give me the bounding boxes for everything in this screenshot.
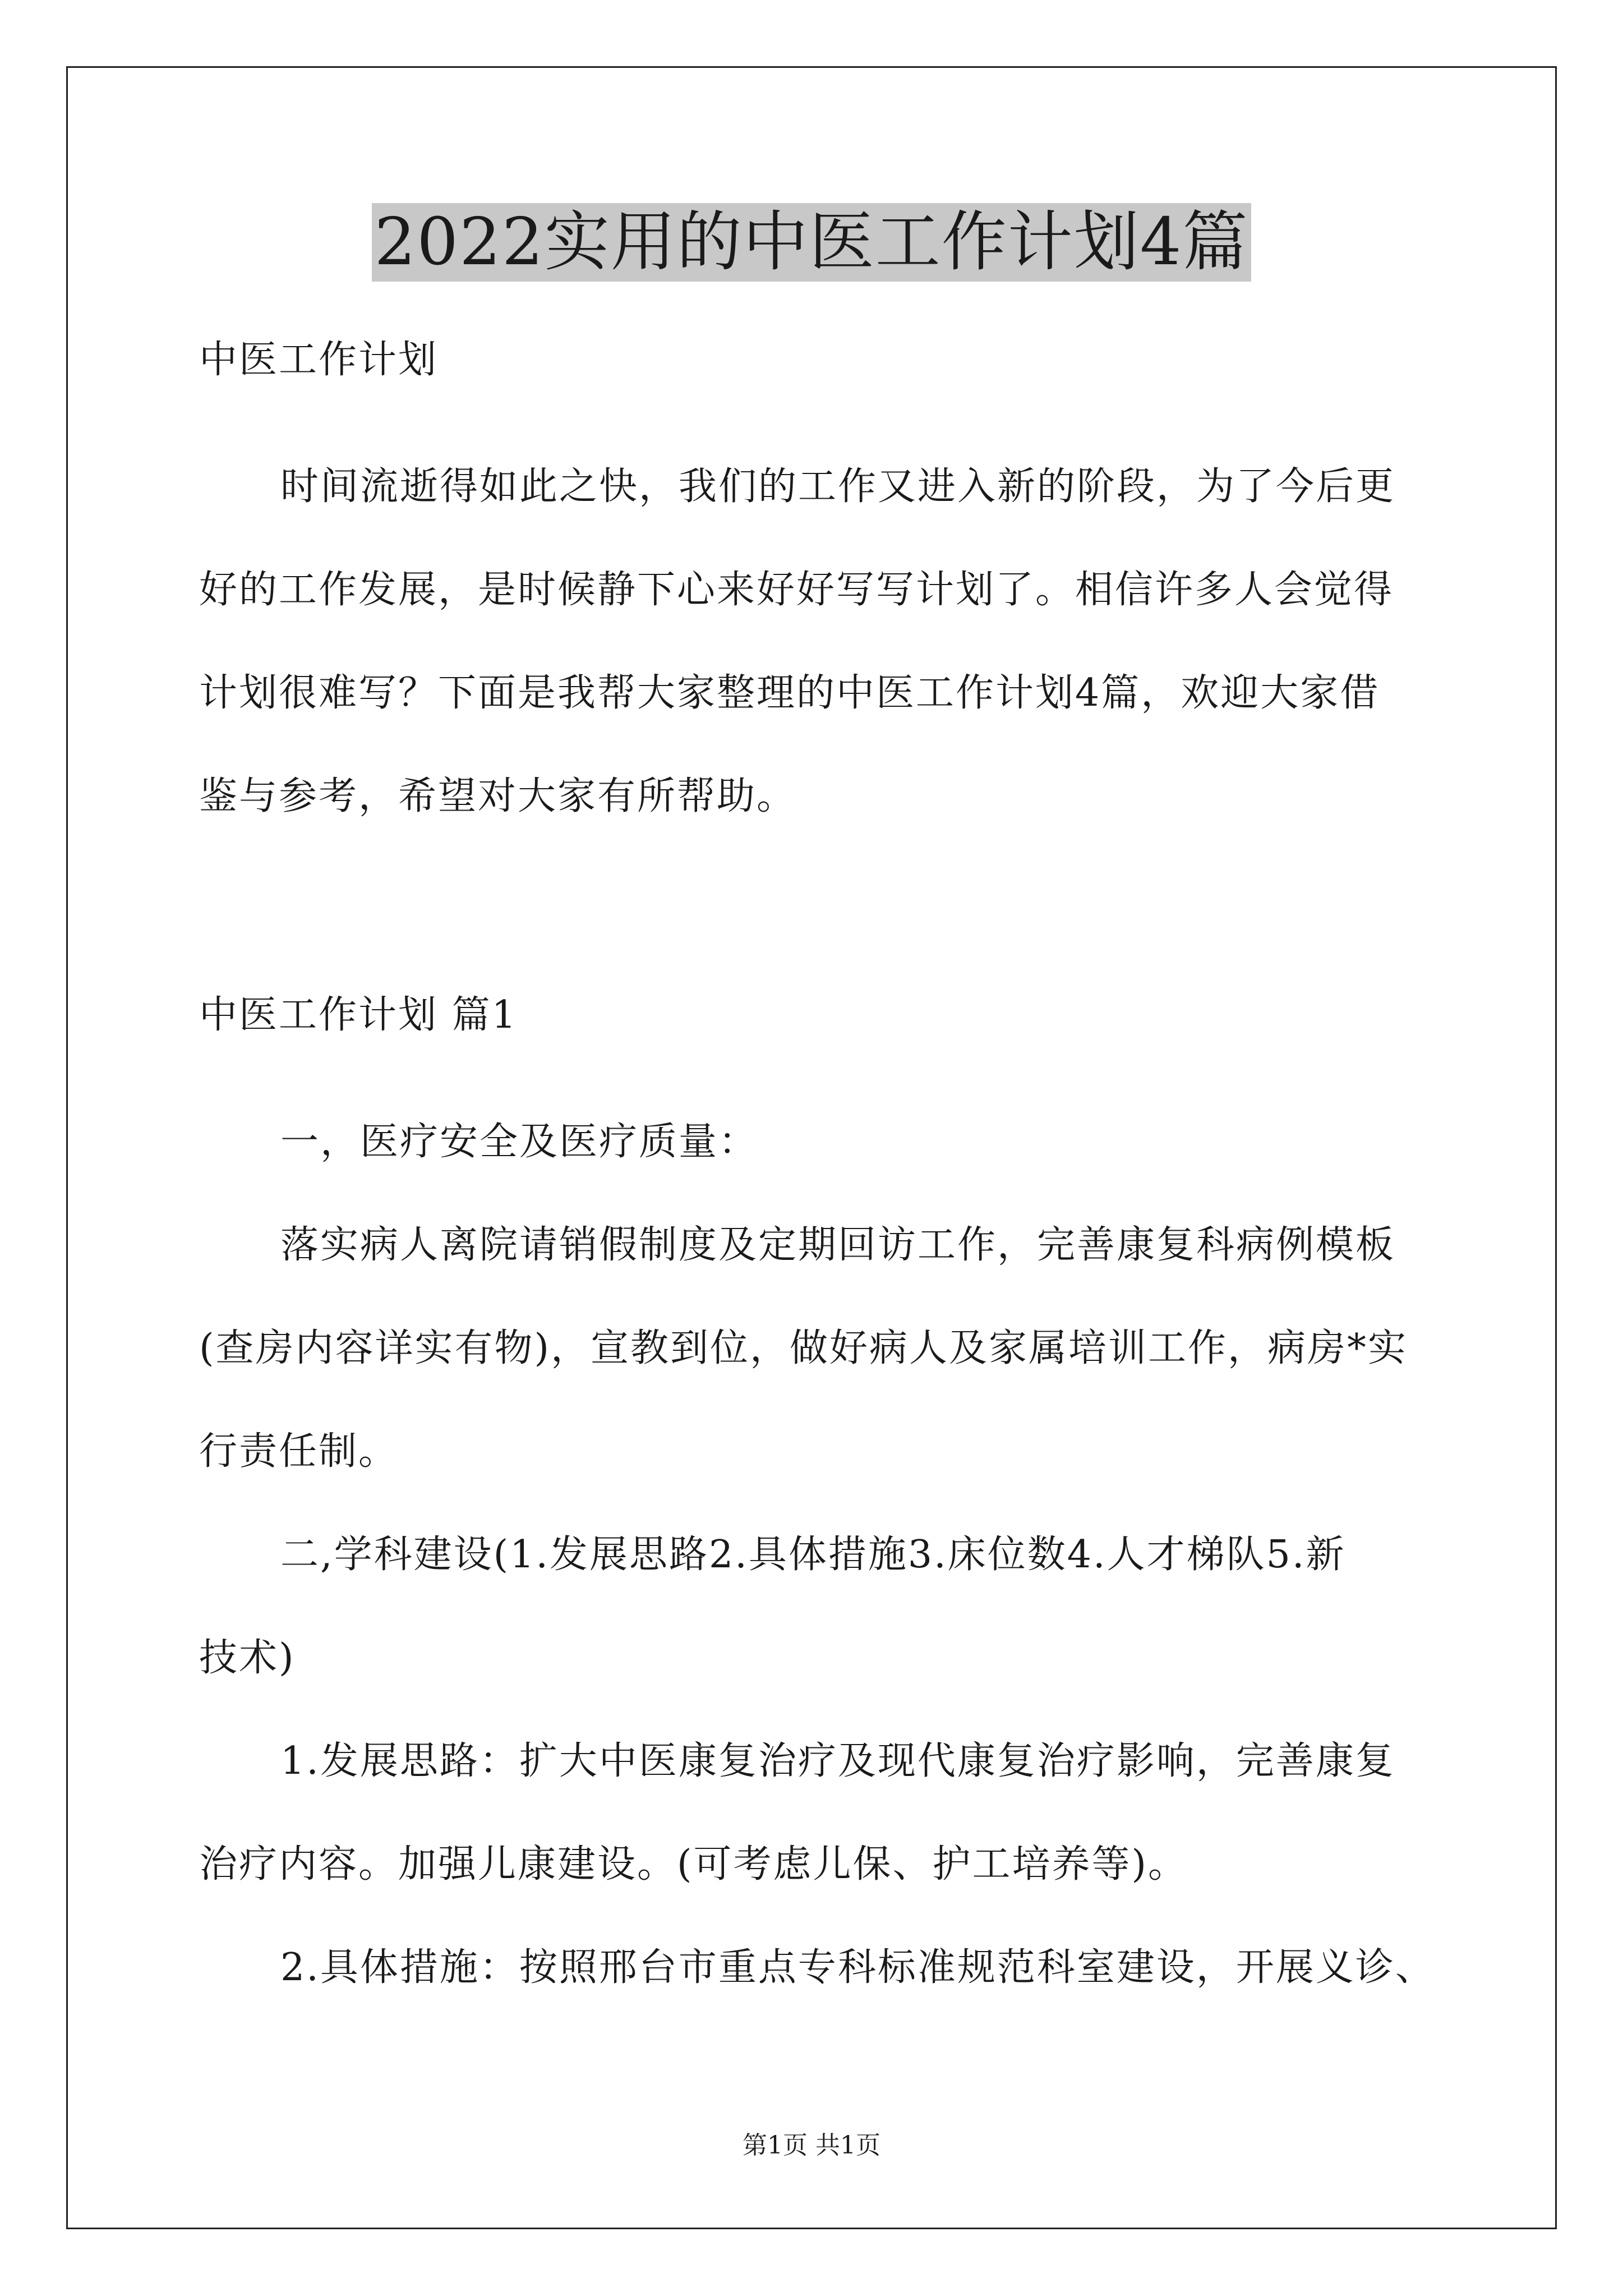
paragraph-line: 一，医疗安全及医疗质量： bbox=[280, 1120, 759, 1164]
paragraph-line: (查房内容详实有物)，宣教到位，做好病人及家属培训工作，病房*实 bbox=[199, 1326, 1408, 1370]
paragraph-line: 鉴与参考，希望对大家有所帮助。 bbox=[199, 774, 797, 818]
paragraph-line: 计划很难写？下面是我帮大家整理的中医工作计划4篇，欢迎大家借 bbox=[199, 671, 1380, 715]
paragraph-line: 落实病人离院请销假制度及定期回访工作，完善康复科病例模板 bbox=[280, 1223, 1396, 1267]
title-container bbox=[0, 203, 1623, 282]
page-number-footer: 第1页 共1页 bbox=[743, 2131, 880, 2160]
section-heading: 中医工作计划 篇1 bbox=[199, 993, 518, 1037]
paragraph-line: 行责任制。 bbox=[199, 1429, 399, 1474]
paragraph-line: 好的工作发展，是时候静下心来好好写写计划了。相信许多人会觉得 bbox=[199, 568, 1394, 612]
paragraph-line: 1.发展思路：扩大中医康复治疗及现代康复治疗影响，完善康复 bbox=[280, 1739, 1395, 1783]
paragraph-line: 二,学科建设(1.发展思路2.具体措施3.床位数4.人才梯队5.新 bbox=[280, 1533, 1346, 1577]
paragraph-line: 技术) bbox=[199, 1636, 296, 1680]
paragraph-line: 治疗内容。加强儿康建设。(可考虑儿保、护工培养等)。 bbox=[199, 1842, 1188, 1887]
section-heading: 中医工作计划 bbox=[199, 338, 439, 382]
paragraph-line: 时间流逝得如此之快，我们的工作又进入新的阶段，为了今后更 bbox=[280, 464, 1396, 509]
paragraph-line: 2.具体措施：按照邢台市重点专科标准规范科室建设，开展义诊、 bbox=[280, 1945, 1435, 1990]
document-title: 2022实用的中医工作计划4篇 bbox=[372, 203, 1251, 282]
